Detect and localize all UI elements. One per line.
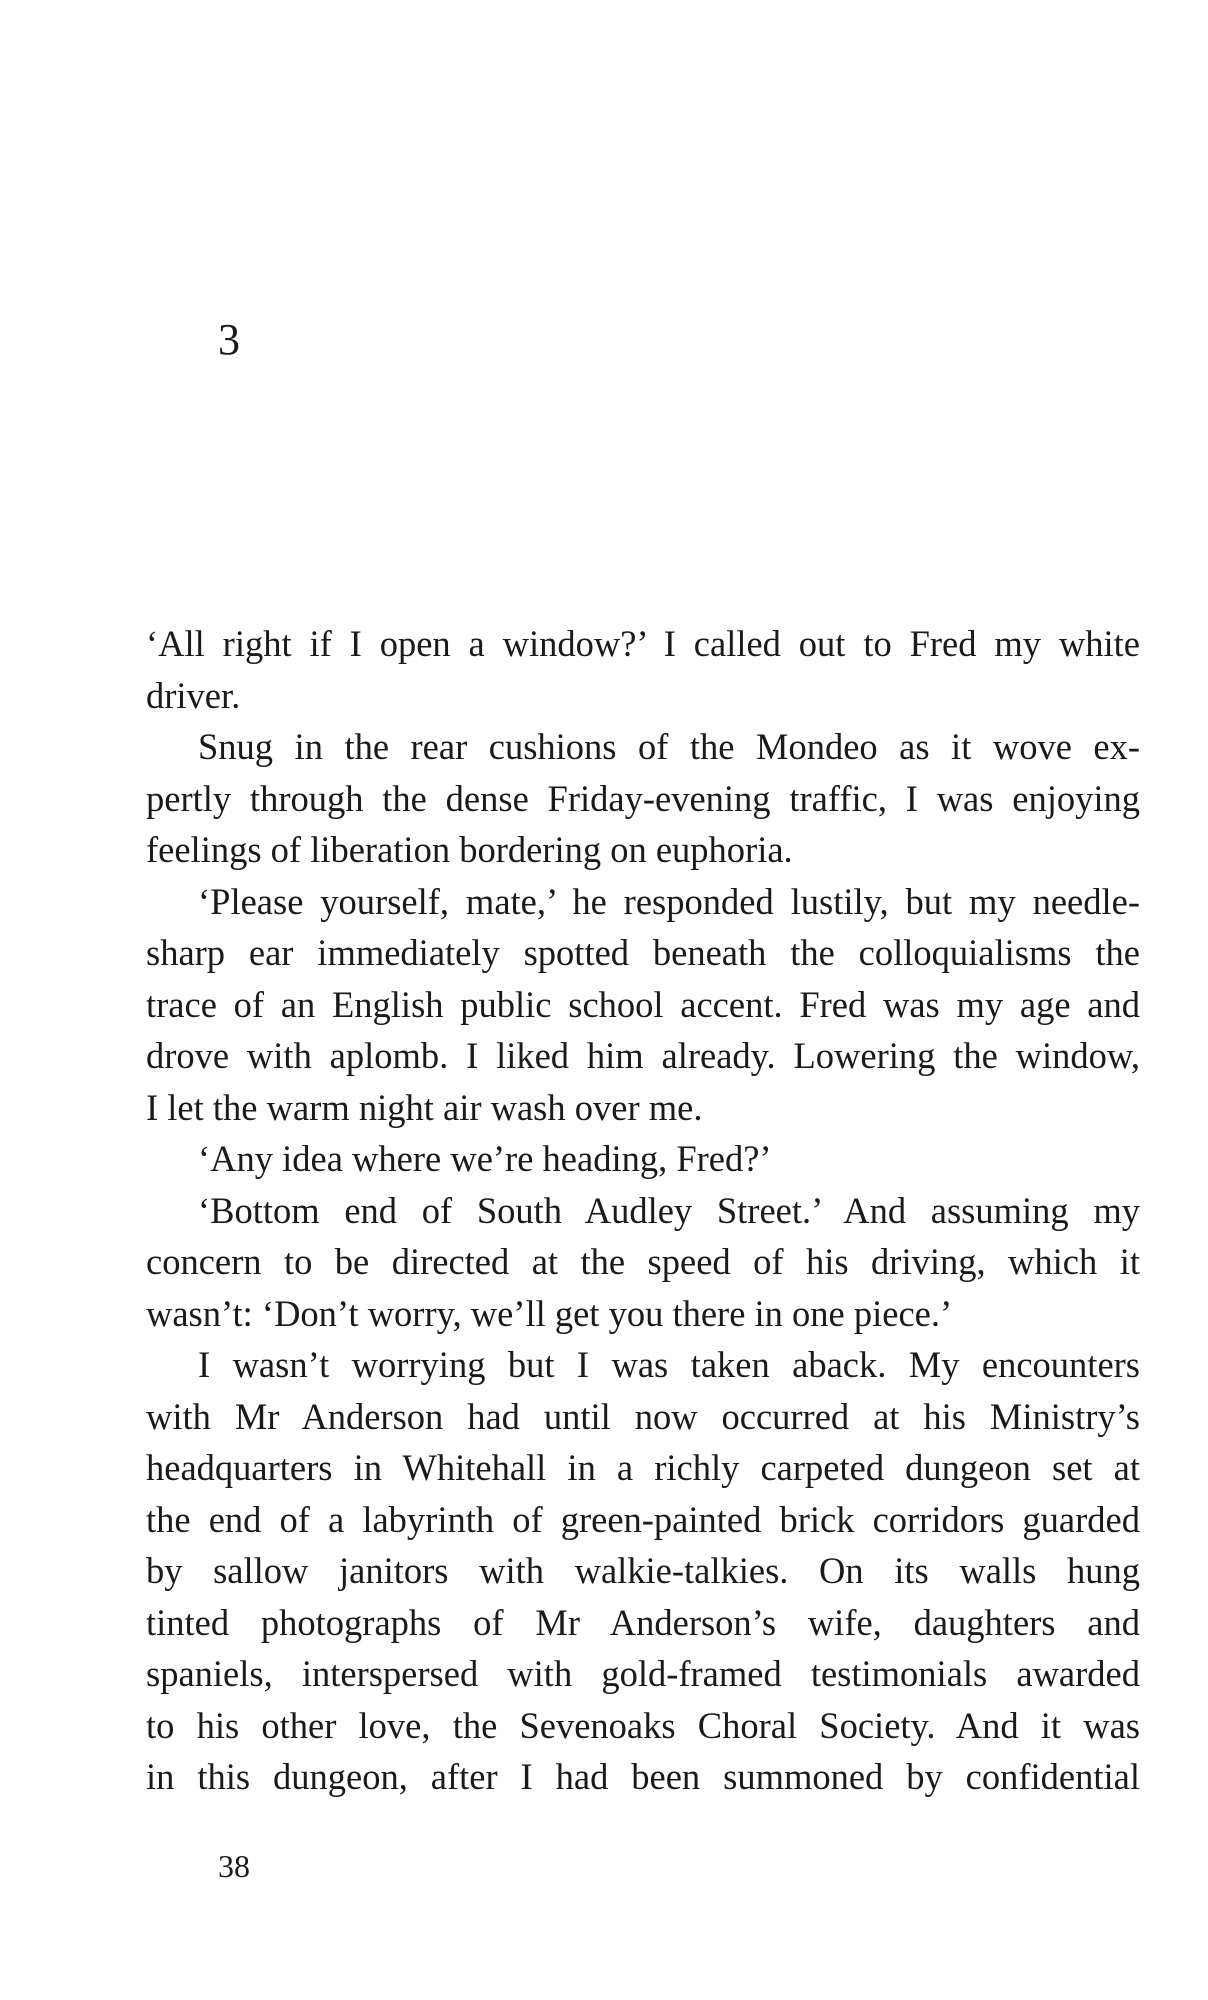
page-number: 38: [218, 1848, 250, 1884]
text-line: driver.: [146, 674, 241, 716]
text-line: spaniels, interspersed with gold-framed testimonials awarded: [146, 1653, 1140, 1694]
text-line: I let the warm night air wash over me.: [146, 1086, 703, 1128]
text-line: in this dungeon, after I had been summoned by confidential: [146, 1756, 1140, 1797]
text-line: tinted photographs of Mr Anderson’s wife, daughters and: [146, 1601, 1140, 1643]
text-line: ‘Any idea where we’re heading, Fred?’: [198, 1138, 772, 1179]
text-line: headquarters in Whitehall in a richly carpeted dungeon set at: [146, 1447, 1140, 1488]
text-line: Snug in the rear cushions of the Mondeo as it wove ex-: [198, 726, 1140, 767]
text-line: I wasn’t worrying but I was taken aback. My encounters: [198, 1344, 1140, 1385]
text-line: with Mr Anderson had until now occurred at his Ministry’s: [146, 1395, 1140, 1437]
text-line: by sallow janitors with walkie-talkies. On its walls hung: [146, 1550, 1140, 1591]
text-line: ‘All right if I open a window?’ I called out to Fred my white: [146, 623, 1140, 664]
text-line: sharp ear immediately spotted beneath the colloquialisms the: [146, 932, 1140, 973]
chapter-number: 3: [218, 315, 240, 364]
body-text: [146, 618, 1140, 1803]
text-line: trace of an English public school accent. Fred was my age and: [146, 983, 1140, 1025]
text-line: ‘Please yourself, mate,’ he responded lustily, but my needle-: [198, 880, 1140, 922]
text-line: pertly through the dense Friday-evening traffic, I was enjoying: [146, 777, 1140, 819]
text-line: to his other love, the Sevenoaks Choral Society. And it was: [146, 1704, 1140, 1746]
text-line: feelings of liberation bordering on euphoria.: [146, 829, 793, 870]
text-line: concern to be directed at the speed of his driving, which it: [146, 1241, 1140, 1282]
text-line: wasn’t: ‘Don’t worry, we’ll get you there in one piece.’: [146, 1292, 953, 1334]
text-line: ‘Bottom end of South Audley Street.’ And assuming my: [198, 1189, 1140, 1231]
text-line: the end of a labyrinth of green-painted brick corridors guarded: [146, 1498, 1140, 1540]
text-line: drove with aplomb. I liked him already. Lowering the window,: [146, 1035, 1140, 1076]
